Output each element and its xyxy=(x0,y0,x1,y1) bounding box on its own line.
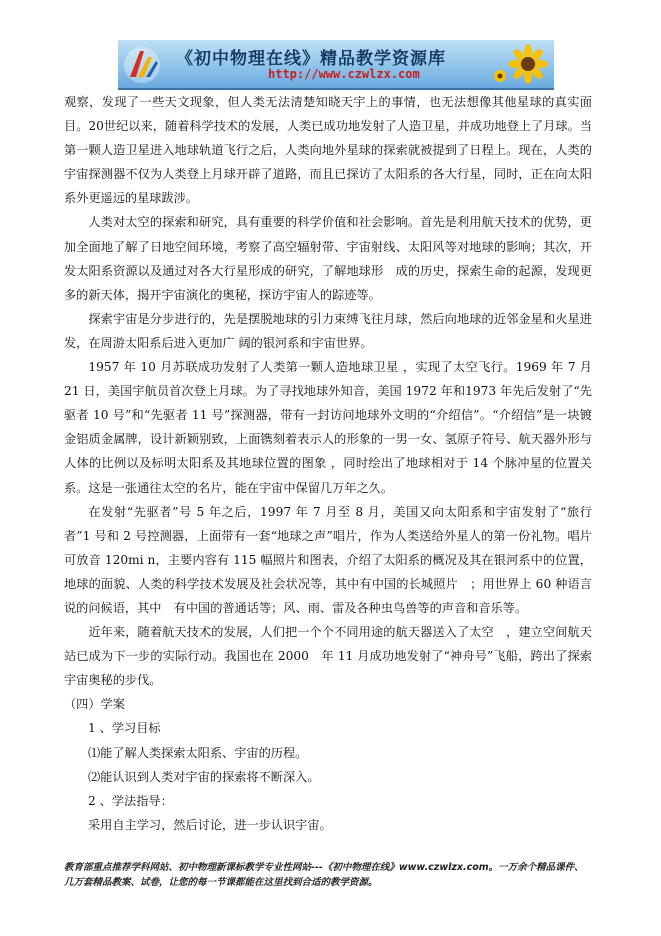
goal-heading: 1 、学习目标 xyxy=(88,721,161,736)
goal-item: ⑴能了解人类探索太阳系、宇宙的历程。 xyxy=(88,745,308,760)
method-heading: 2 、学法指导： xyxy=(88,793,173,808)
paragraph: 1957 年 10 月苏联成功发射了人类第一颗人造地球卫星 ，实现了太空飞行。1969 年 7 月 21 日，美国宇航员首次登上月球。为了寻找地球外知音，美国 1972 年和1973 年先后发射了“先驱者 10 号”和“先驱者 11 号”探测器，带有一封访问地球外文明的“介绍信”。“介绍信”是一块镀金铝质金属牌，设计新颖别致，上面镌刻着表示人的形象的一男一女、氢原子符号、航天器外形与人体的比例以及标明太阳系及其地球位置的图象 ，同时绘出了地球相对于 14 个脉冲星的位置关系。这是一张通往太空的名片，能在宇宙中保留几万年之久。 xyxy=(64,360,592,495)
header-banner xyxy=(118,40,554,90)
paragraph: 人类对太空的探索和研究，具有重要的科学价值和社会影响。首先是利用航天技术的优势，更加全面地了解了日地空间环境，考察了高空辐射带、宇宙射线、太阳风等对地球的影响；其次，开发太阳系资源以及通过对各大行星形成的研究，了解地球形 成的历史，探索生命的起源，发现更多的新天体，揭开宇宙演化的奥秘，探访宇宙人的踪迹等。 xyxy=(64,215,592,302)
footer-line: 教育部重点推荐学科网站、初中物理新课标教学专业性网站---《初中物理在线》www.czwlzx.com。一万余个精品课件、 xyxy=(64,862,584,873)
goal-item: ⑵能认识到人类对宇宙的探索将不断深入。 xyxy=(88,769,320,784)
footer-line: 几万套精品教案、试卷，让您的每一节课都能在这里找到合适的教学资源。 xyxy=(64,877,378,888)
document-body xyxy=(64,90,592,837)
paragraph: 观察，发现了一些天文现象，但人类无法清楚知晓天宇上的事情，也无法想像其他星球的真实面目。20世纪以来，随着科学技术的发展，人类已成功地发射了人造卫星，并成功地登上了月球。当第一颗人造卫星进入地球轨道飞行之后，人类向地外星球的探索就被提到了日程上。现在，人类的宇宙探测器不仅为人类登上月球开辟了道路，而且已探访了太阳系的各大行星，同时，正在向太阳系外更遥远的星球跋涉。 xyxy=(64,95,592,206)
method-text: 采用自主学习，然后讨论，进一步认识宇宙。 xyxy=(88,817,332,832)
site-logo-icon xyxy=(122,43,162,85)
paragraph: 近年来，随着航天技术的发展，人们把一个个不同用途的航天器送入了太空 ，建立空间航天站已成为下一步的实际行动。我国也在 2000 年 11 月成功地发射了“神舟号”飞船，跨出了探索宇宙奥秘的步伐。 xyxy=(64,625,592,688)
paragraph: 探索宇宙是分步进行的，先是摆脱地球的引力束缚飞往月球，然后向地球的近邻金星和火星进发，在周游太阳系后进入更加广 阔的银河系和宇宙世界。 xyxy=(64,311,592,350)
sunflower-icon xyxy=(490,42,550,86)
page-footer xyxy=(64,860,604,890)
banner-url[interactable]: http://www.czwlzx.com xyxy=(268,67,420,81)
paragraph: 在发射“先驱者”号 5 年之后，1997 年 7 月至 8 月，美国又向太阳系和宇宙发射了“旅行者”1 号和 2 号控测器，上面带有一套“地球之声”唱片，作为人类送给外星人的第一份礼物。唱片可放音 120mi n，主要内容有 115 幅照片和图表，介绍了太阳系的概况及其在银河系中的位置，地球的面貌、人类的科学技术发展及社会状况等，其中有中国的长城照片 ；用世界上 60 种语言说的问候语，其中 有中国的普通话等；风、雨、雷及各种虫鸟兽等的声音和音乐等。 xyxy=(64,504,592,615)
banner-title: 《初中物理在线》精品教学资源库 xyxy=(176,49,446,69)
section-heading: （四）学案 xyxy=(64,697,125,712)
